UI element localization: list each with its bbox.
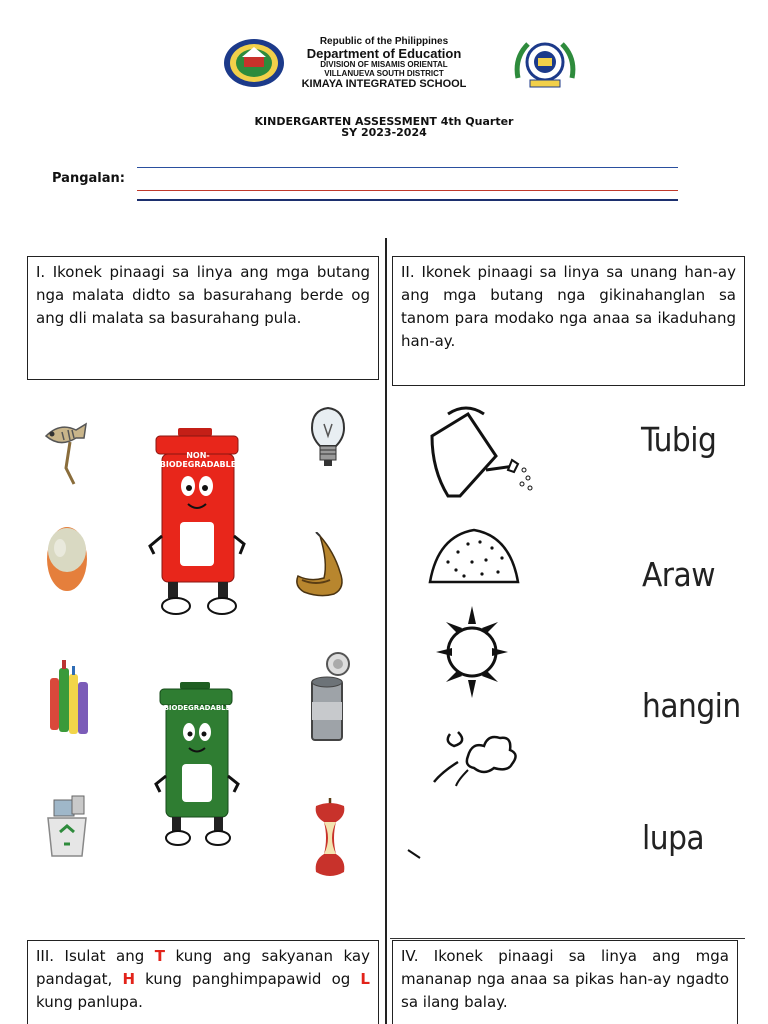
scribble-mark-icon xyxy=(406,846,424,862)
republic-heading: Republic of the Philippines xyxy=(319,36,449,47)
column-divider xyxy=(385,238,387,1024)
wind-icon xyxy=(428,722,528,788)
row-divider xyxy=(390,938,745,939)
non-biodegradable-label: NON-BIODEGRADABLE xyxy=(159,451,237,469)
light-bulb-icon xyxy=(308,406,348,470)
assessment-title: KINDERGARTEN ASSESSMENT 4th Quarter xyxy=(254,115,514,128)
name-label: Pangalan: xyxy=(52,171,125,186)
watering-can-icon xyxy=(426,400,542,504)
section-three-instructions xyxy=(27,940,379,1024)
plastic-bottles-icon xyxy=(48,654,92,740)
banana-peel-icon xyxy=(290,532,352,600)
letter-t: T xyxy=(154,947,166,965)
rotten-orange-icon xyxy=(44,524,90,594)
school-year: SY 2023-2024 xyxy=(341,126,427,139)
division-heading: DIVISION OF MISAMIS ORIENTAL xyxy=(320,60,448,69)
plant-need-tubig: Tubig xyxy=(641,420,717,459)
sun-icon xyxy=(432,602,512,702)
trash-bin-recycle-icon xyxy=(42,792,92,860)
section-two-instructions: II. Ikonek pinaagi sa linya sa unang han-ay ang mga butang nga gikinahanglan sa tanom para modako nga anaa sa ikaduhang han-ay. xyxy=(392,256,745,386)
plant-need-araw: Araw xyxy=(642,555,715,594)
district-heading: VILLANUEVA SOUTH DISTRICT xyxy=(324,69,444,78)
section-three-text-3: kung panghimpapawid og xyxy=(135,970,361,988)
section-one-instructions: I. Ikonek pinaagi sa linya ang mga butang nga malata didto sa basurahang berde og ang dli malata sa basurahang pula. xyxy=(27,256,379,380)
letter-h: H xyxy=(122,970,135,988)
name-line-red xyxy=(137,190,678,191)
plant-need-lupa: lupa xyxy=(642,818,705,857)
school-heading: KIMAYA INTEGRATED SCHOOL xyxy=(301,78,467,90)
plant-need-hangin: hangin xyxy=(642,686,741,725)
department-heading: Department of Education xyxy=(306,46,462,61)
letter-l: L xyxy=(360,970,370,988)
section-three-text-2: kung ang sakyanan kay pandagat, xyxy=(36,947,370,988)
tin-can-icon xyxy=(306,650,352,744)
apple-core-icon xyxy=(310,796,350,882)
fish-bone-icon xyxy=(40,408,92,488)
name-line-top[interactable] xyxy=(137,167,678,168)
section-three-text-4: kung panlupa. xyxy=(36,993,143,1011)
section-four-instructions: IV. Ikonek pinaagi sa linya ang mga mananap nga anaa sa pikas han-ay ngadto sa ilang balay. xyxy=(392,940,738,1024)
name-line-bottom xyxy=(137,199,678,201)
soil-mound-icon xyxy=(428,522,520,588)
section-three-text-1: III. Isulat ang xyxy=(36,947,155,965)
biodegradable-label: BIODEGRADABLE xyxy=(163,704,231,712)
